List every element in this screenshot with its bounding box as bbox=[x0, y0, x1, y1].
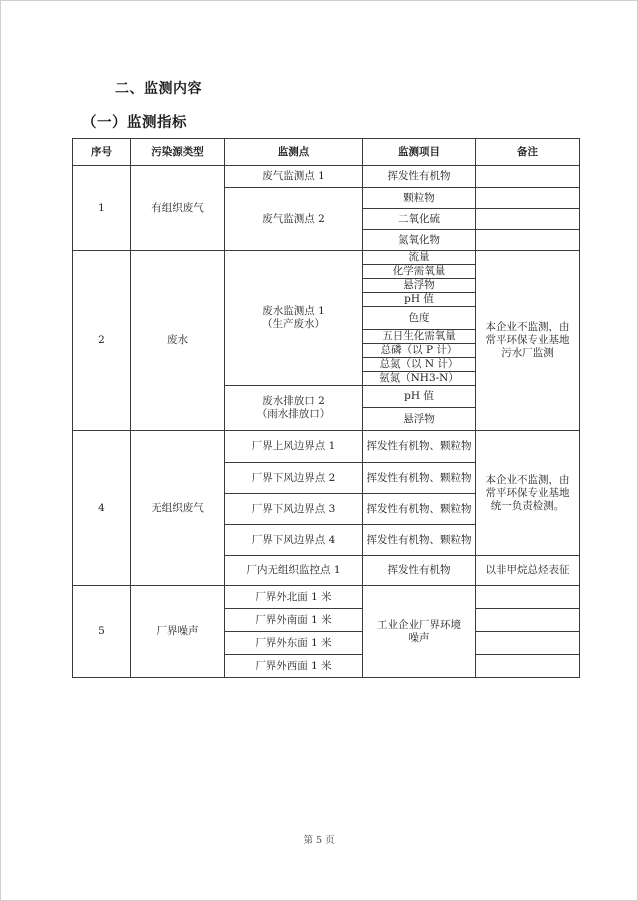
cell-item: 悬浮物 bbox=[363, 408, 476, 431]
table-row bbox=[73, 166, 580, 188]
cell-point bbox=[225, 251, 363, 386]
table-row bbox=[73, 251, 580, 265]
cell-item: 氮氧化物 bbox=[363, 230, 476, 251]
cell-remark: 本企业不监测，由常平环保专业基地统一负责检测。 bbox=[476, 431, 580, 556]
cell-source-type: 废水 bbox=[131, 251, 225, 431]
cell-point: 厂界外北面 1 米 bbox=[225, 586, 363, 609]
cell-point: 厂界上风边界点 1 bbox=[225, 431, 363, 463]
table-row bbox=[73, 431, 580, 463]
cell-point: 厂内无组织监控点 1 bbox=[225, 556, 363, 586]
cell-point: 厂界下风边界点 4 bbox=[225, 525, 363, 556]
cell-item: 挥发性有机物、颗粒物 bbox=[363, 463, 476, 494]
cell-item: 挥发性有机物、颗粒物 bbox=[363, 431, 476, 463]
cell-no: 1 bbox=[73, 166, 131, 251]
monitoring-table bbox=[72, 138, 580, 678]
cell-remark: 本企业不监测，由常平环保专业基地污水厂监测 bbox=[476, 251, 580, 431]
cell-item: 挥发性有机物 bbox=[363, 166, 476, 188]
cell-remark: 以非甲烷总烃表征 bbox=[476, 556, 580, 586]
cell-item: 挥发性有机物、颗粒物 bbox=[363, 525, 476, 556]
cell-item: pH 值 bbox=[363, 293, 476, 307]
table-row bbox=[73, 586, 580, 609]
cell-point: 厂界下风边界点 2 bbox=[225, 463, 363, 494]
cell-remark bbox=[476, 209, 580, 230]
point-name: 废水监测点 1 bbox=[262, 305, 325, 317]
cell-point bbox=[225, 386, 363, 431]
cell-item: 五日生化需氧量 bbox=[363, 330, 476, 344]
cell-no: 4 bbox=[73, 431, 131, 586]
cell-item: 流量 bbox=[363, 251, 476, 265]
cell-point: 厂界下风边界点 3 bbox=[225, 494, 363, 525]
cell-source-type: 无组织废气 bbox=[131, 431, 225, 586]
cell-item: 化学需氧量 bbox=[363, 265, 476, 279]
cell-item: 色度 bbox=[363, 307, 476, 330]
cell-no: 2 bbox=[73, 251, 131, 431]
section-heading: 二、监测内容 bbox=[115, 81, 202, 97]
cell-item: 氨氮（NH3-N） bbox=[363, 372, 476, 386]
cell-remark bbox=[476, 188, 580, 209]
cell-remark bbox=[476, 632, 580, 655]
cell-remark bbox=[476, 655, 580, 678]
header-remark: 备注 bbox=[476, 139, 580, 166]
cell-point: 厂界外西面 1 米 bbox=[225, 655, 363, 678]
cell-item: 工业企业厂界环境噪声 bbox=[363, 586, 476, 678]
cell-item: 二氧化硫 bbox=[363, 209, 476, 230]
cell-point: 废气监测点 2 bbox=[225, 188, 363, 251]
cell-remark bbox=[476, 230, 580, 251]
cell-item: 挥发性有机物 bbox=[363, 556, 476, 586]
point-name: 废水排放口 2 bbox=[262, 395, 325, 407]
cell-item: 颗粒物 bbox=[363, 188, 476, 209]
cell-remark bbox=[476, 166, 580, 188]
cell-item: 悬浮物 bbox=[363, 279, 476, 293]
header-source-type: 污染源类型 bbox=[131, 139, 225, 166]
table-header-row bbox=[73, 139, 580, 166]
header-no: 序号 bbox=[73, 139, 131, 166]
cell-source-type: 有组织废气 bbox=[131, 166, 225, 251]
cell-point: 废气监测点 1 bbox=[225, 166, 363, 188]
cell-source-type: 厂界噪声 bbox=[131, 586, 225, 678]
header-monitoring-item: 监测项目 bbox=[363, 139, 476, 166]
cell-point: 厂界外东面 1 米 bbox=[225, 632, 363, 655]
point-subname: （生产废水） bbox=[262, 318, 325, 330]
page-footer: 第 5 页 bbox=[303, 835, 335, 846]
cell-remark bbox=[476, 609, 580, 632]
cell-item: 总氮（以 N 计） bbox=[363, 358, 476, 372]
cell-point: 厂界外南面 1 米 bbox=[225, 609, 363, 632]
header-monitoring-point: 监测点 bbox=[225, 139, 363, 166]
point-subname: （雨水排放口） bbox=[256, 408, 331, 420]
cell-item: 挥发性有机物、颗粒物 bbox=[363, 494, 476, 525]
cell-no: 5 bbox=[73, 586, 131, 678]
cell-item: 总磷（以 P 计） bbox=[363, 344, 476, 358]
cell-item: pH 值 bbox=[363, 386, 476, 408]
cell-remark bbox=[476, 586, 580, 609]
subsection-heading: （一）监测指标 bbox=[82, 115, 187, 131]
